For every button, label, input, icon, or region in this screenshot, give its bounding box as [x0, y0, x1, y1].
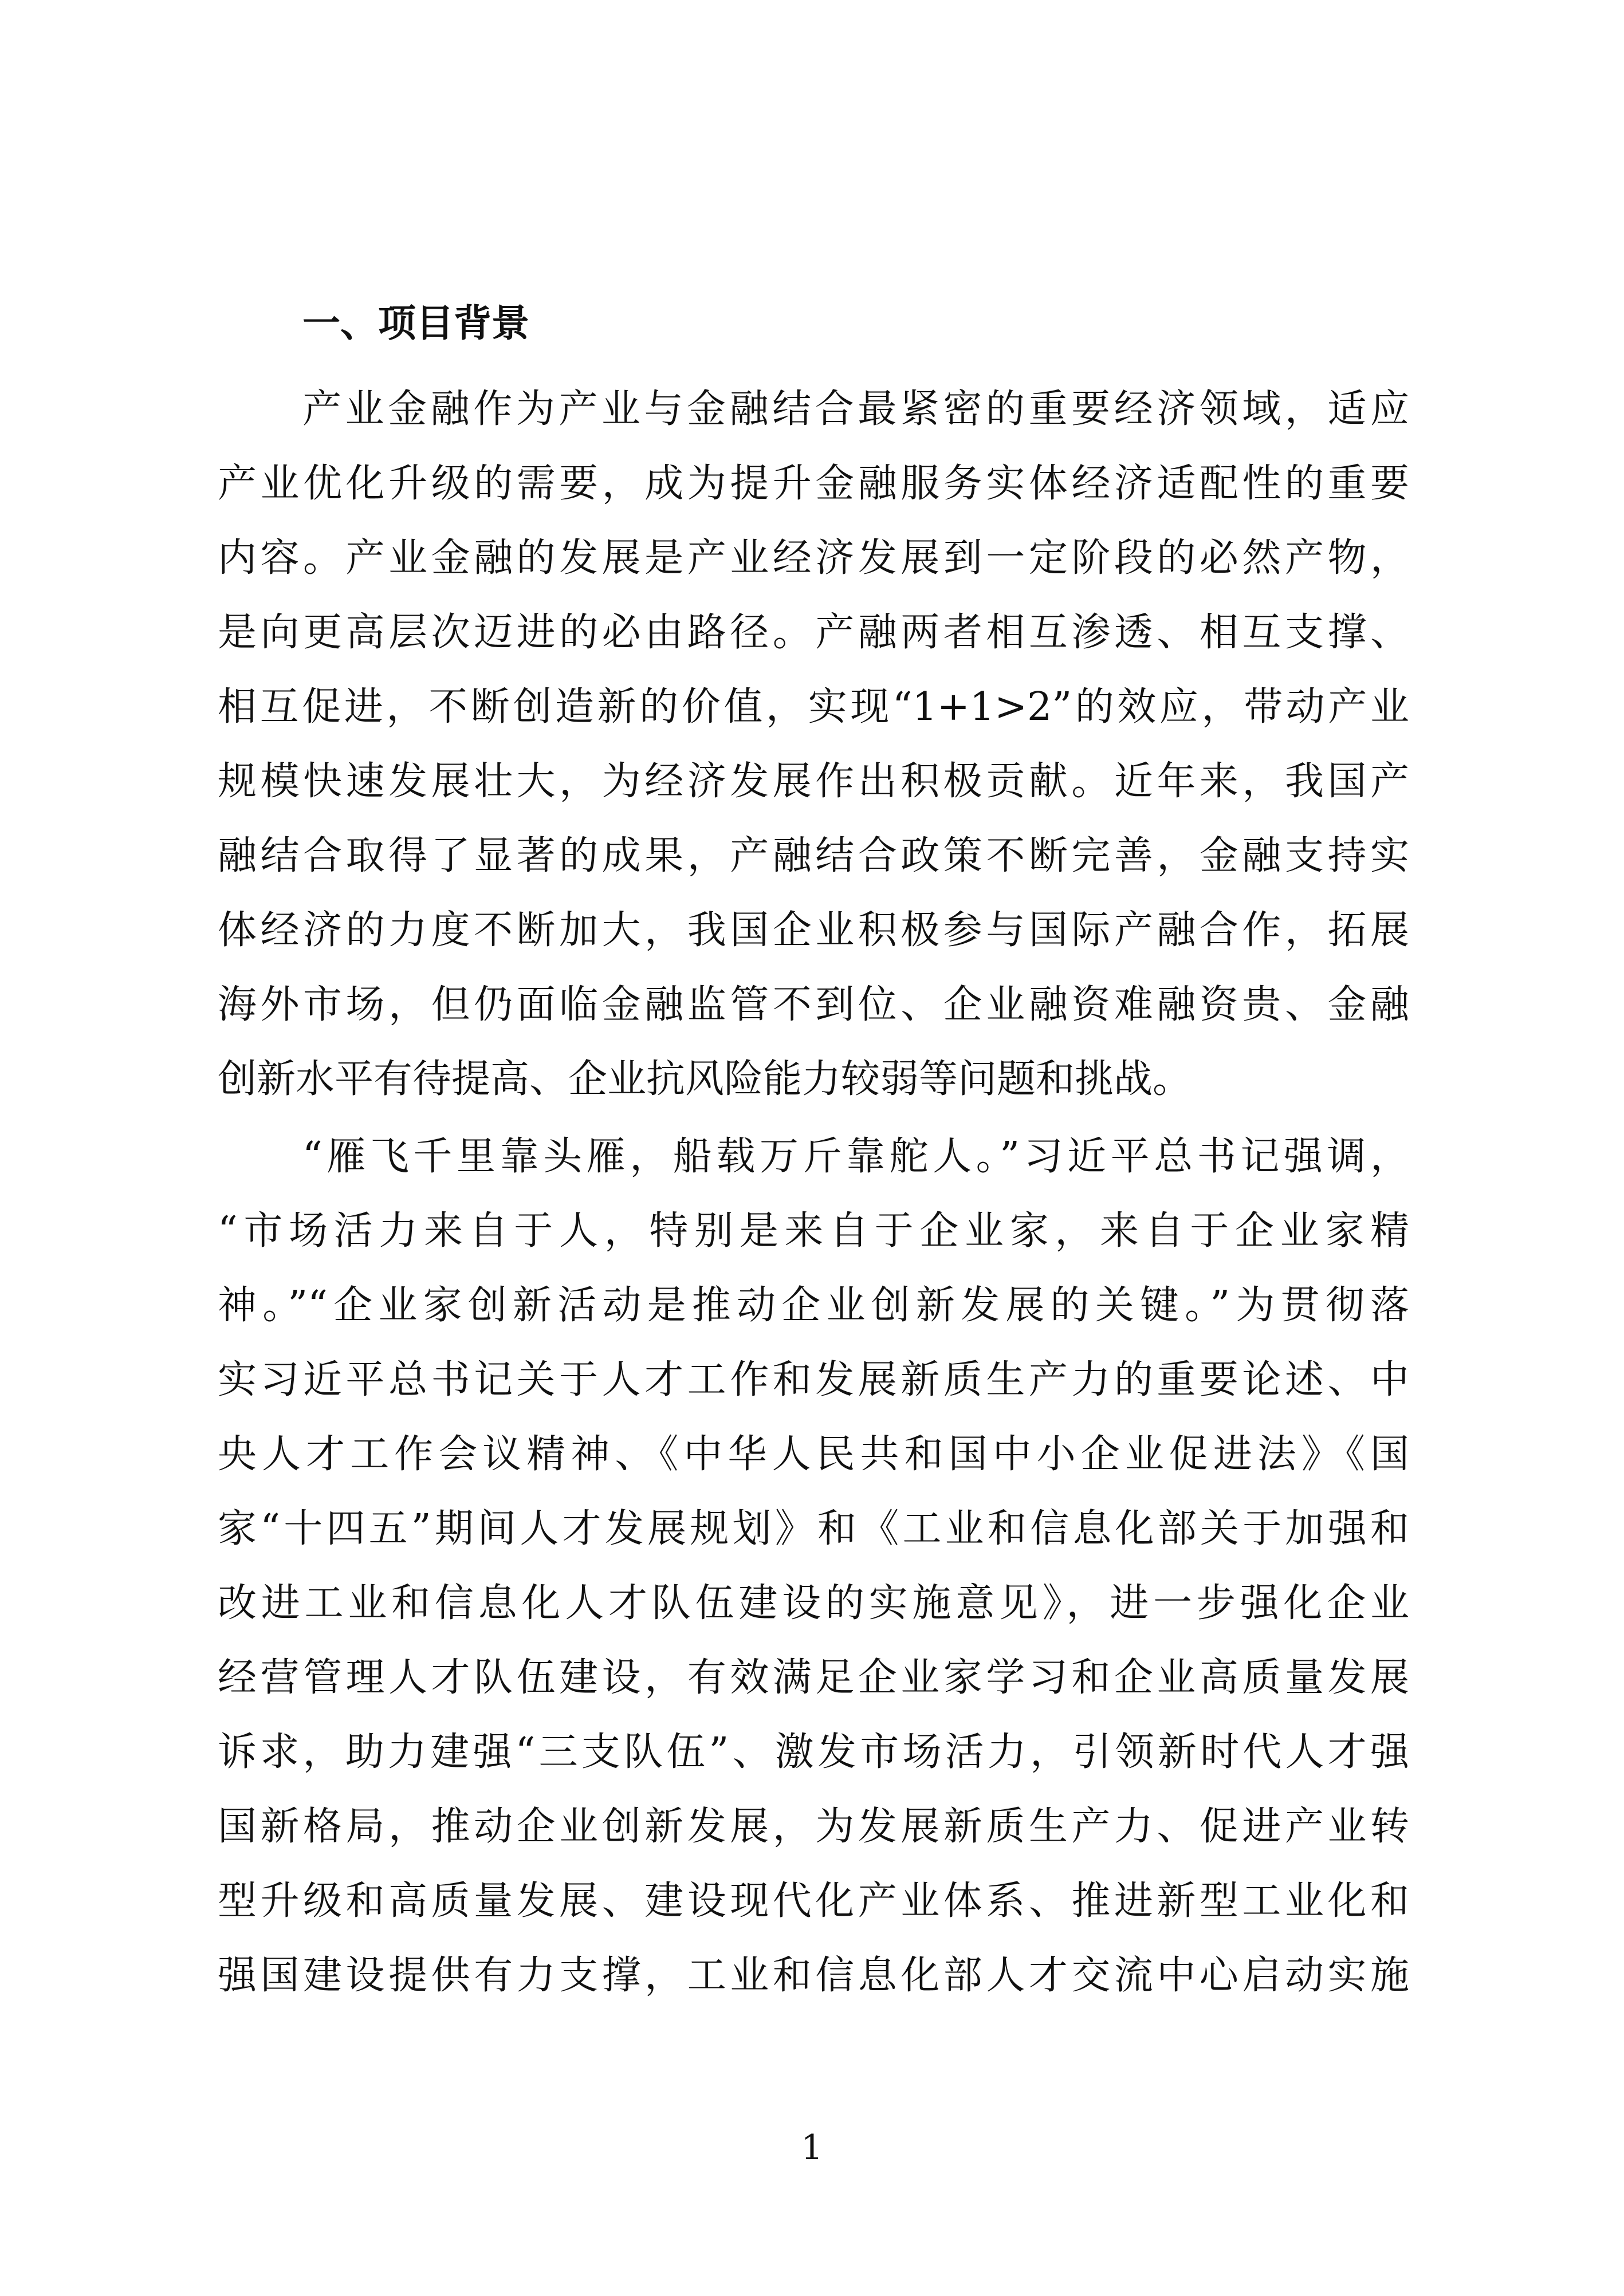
text-line: 是向更高层次迈进的必由路径。产融两者相互渗透、相互支撑、 [218, 610, 1409, 655]
text-line: “市场活力来自于人，特别是来自于企业家，来自于企业家精 [218, 1208, 1409, 1254]
text-line: 神。”“企业家创新活动是推动企业创新发展的关键。”为贯彻落 [218, 1283, 1409, 1328]
page-number: 1 [801, 2128, 823, 2168]
text-line: 改进工业和信息化人才队伍建设的实施意见》，进一步强化企业 [218, 1581, 1409, 1626]
text-line: 型升级和高质量发展、建设现代化产业体系、推进新型工业化和 [218, 1878, 1409, 1924]
text-line: 强国建设提供有力支撑，工业和信息化部人才交流中心启动实施 [218, 1953, 1409, 1998]
text-line: 创新水平有待提高、企业抗风险能力较弱等问题和挑战。 [218, 1057, 1192, 1102]
text-line: 家“十四五”期间人才发展规划》和《工业和信息化部关于加强和 [218, 1506, 1409, 1551]
text-line: 海外市场，但仍面临金融监管不到位、企业融资难融资贵、金融 [218, 982, 1409, 1027]
text-line: 经营管理人才队伍建设，有效满足企业家学习和企业高质量发展 [218, 1655, 1409, 1700]
text-line: 国新格局，推动企业创新发展，为发展新质生产力、促进产业转 [218, 1804, 1409, 1849]
text-line: 内容。产业金融的发展是产业经济发展到一定阶段的必然产物， [218, 535, 1409, 581]
text-line: 产业优化升级的需要，成为提升金融服务实体经济适配性的重要 [218, 461, 1409, 506]
text-line: 体经济的力度不断加大，我国企业积极参与国际产融合作，拓展 [218, 908, 1409, 953]
text-line: 诉求，助力建强“三支队伍”、激发市场活力，引领新时代人才强 [218, 1730, 1409, 1775]
text-line: 规模快速发展壮大，为经济发展作出积极贡献。近年来，我国产 [218, 759, 1409, 804]
text-line: “雁飞千里靠头雁，船载万斤靠舵人。”习近平总书记强调， [302, 1134, 1409, 1179]
text-line: 融结合取得了显著的成果，产融结合政策不断完善，金融支持实 [218, 833, 1409, 879]
text-line: 央人才工作会议精神、《中华人民共和国中小企业促进法》《国 [218, 1432, 1409, 1477]
text-line: 实习近平总书记关于人才工作和发展新质生产力的重要论述、中 [218, 1357, 1409, 1403]
text-line: 产业金融作为产业与金融结合最紧密的重要经济领域，适应 [302, 387, 1409, 432]
section-heading: 一、项目背景 [302, 301, 529, 345]
text-line: 相互促进，不断创造新的价值，实现“1+1>2”的效应，带动产业 [218, 684, 1409, 730]
